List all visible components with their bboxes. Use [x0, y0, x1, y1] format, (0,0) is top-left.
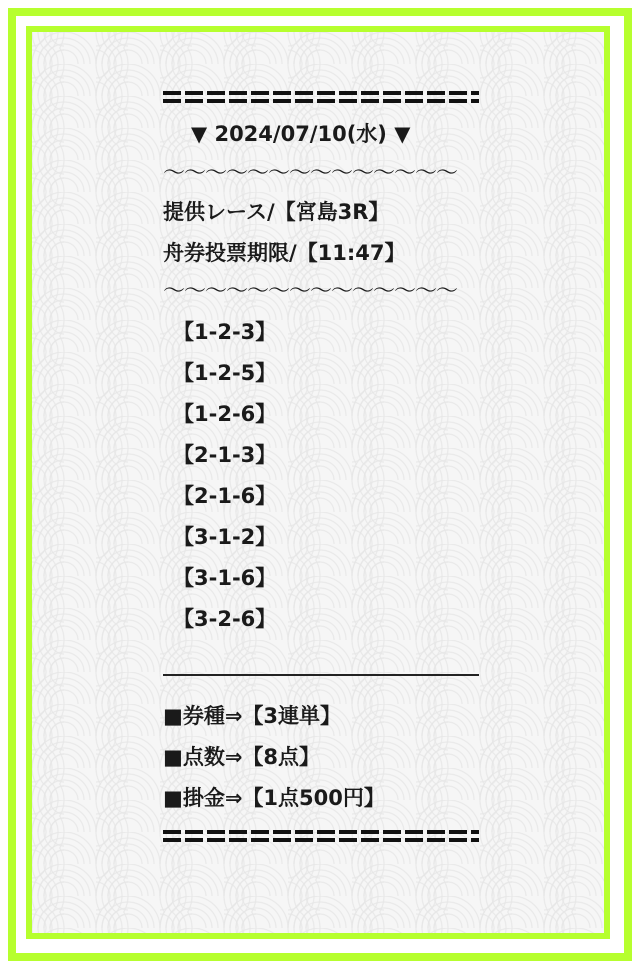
stake-amount: ■掛金⇒【1点500円】: [163, 786, 385, 810]
ticket-type: ■券種⇒【3連単】: [163, 704, 342, 728]
betting-deadline: 舟券投票期限/【11:47】: [163, 241, 406, 265]
horizontal-divider: [163, 674, 479, 676]
list-item: 【2-1-6】: [173, 484, 277, 508]
list-item: 【2-1-3】: [173, 443, 277, 467]
top-double-rule: [163, 82, 479, 112]
combination-list: [163, 312, 479, 640]
ticket-points: ■点数⇒【8点】: [163, 745, 321, 769]
wave-divider-top: 〜〜〜〜〜〜〜〜〜〜〜〜〜〜: [163, 161, 458, 186]
race-tip-content: [163, 82, 479, 851]
list-item: 【3-1-2】: [173, 525, 277, 549]
list-item: 【3-2-6】: [173, 607, 277, 631]
list-item: 【1-2-3】: [173, 320, 277, 344]
list-item: 【1-2-6】: [173, 402, 277, 426]
race-date: ▼ 2024/07/10(水) ▼: [191, 122, 411, 146]
wave-divider-middle: 〜〜〜〜〜〜〜〜〜〜〜〜〜〜: [163, 279, 458, 304]
list-item: 【3-1-6】: [173, 566, 277, 590]
list-item: 【1-2-5】: [173, 361, 277, 385]
bottom-double-rule: [163, 821, 479, 851]
race-name: 提供レース/【宮島3R】: [163, 200, 390, 224]
